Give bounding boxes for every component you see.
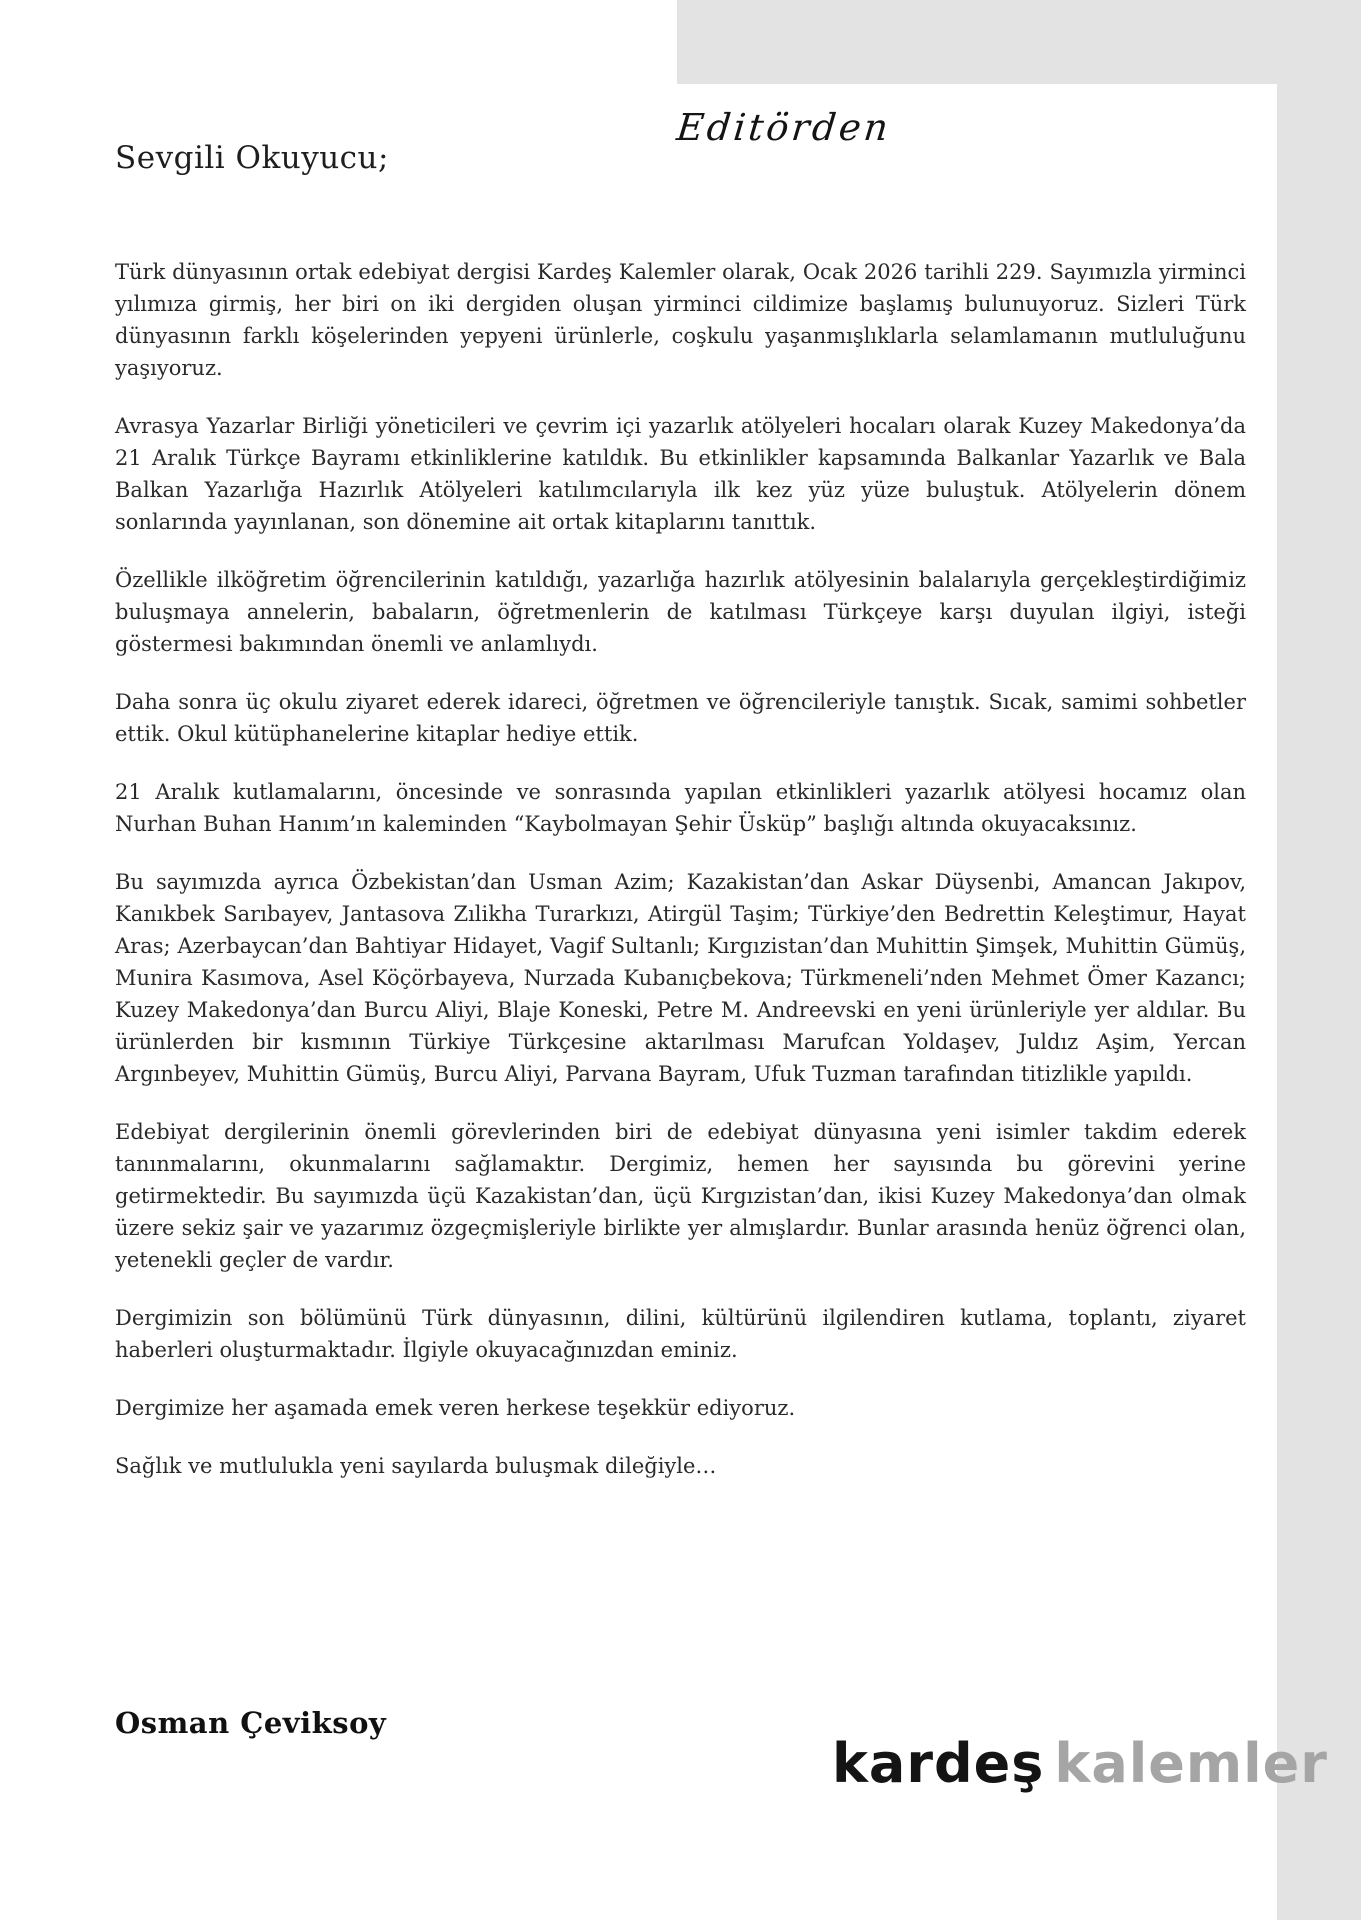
editorial-paragraph: 21 Aralık kutlamalarını, öncesinde ve sonrasında yapılan etkinlikleri yazarlık atölyesi hocamız olan Nurhan Buhan Hanım’ın kaleminden “Kaybolmayan Şehir Üsküp” başlığı altında okuyacaksınız. (115, 780, 1246, 836)
editorial-paragraph: Dergimizin son bölümünü Türk dünyasının, dilini, kültürünü ilgilendiren kutlama, toplantı, ziyaret haberleri oluşturmaktadır. İlgiyle okuyacağınızdan eminiz. (115, 1306, 1246, 1362)
magazine-logo (832, 1732, 1328, 1795)
editorial-paragraph: Daha sonra üç okulu ziyaret ederek idareci, öğretmen ve öğrencileriyle tanıştık. Sıcak, samimi sohbetler ettik. Okul kütüphanelerine kitaplar hediye ettik. (115, 690, 1246, 746)
greeting-line: Sevgili Okuyucu; (115, 140, 389, 176)
editorial-paragraph: Türk dünyasının ortak edebiyat dergisi Kardeş Kalemler olarak, Ocak 2026 tarihli 229. Sayımızla yirminci yılımıza girmiş, her biri on iki dergiden oluşan yirminci cildimize başlamış bulunuyoruz. Sizleri Türk dünyasının farklı köşelerinden yepyeni ürünlerle, coşkulu yaşanmışlıklarla selamlamanın mutluluğunu yaşıyoruz. (115, 260, 1246, 380)
editorial-paragraph: Özellikle ilköğretim öğrencilerinin katıldığı, yazarlığa hazırlık atölyesinin balalarıyla gerçekleştirdiğimiz buluşmaya annelerin, babaların, öğretmenlerin de katılması Türkçeye karşı duyulan ilgiyi, isteği göstermesi bakımından önemli ve anlamlıydı. (115, 568, 1246, 656)
top-gray-banner (677, 0, 1361, 84)
logo-word-kalemler: kalemler (1054, 1732, 1328, 1795)
right-gray-strip (1277, 0, 1361, 1920)
editorial-paragraph: Bu sayımızda ayrıca Özbekistan’dan Usman Azim; Kazakistan’dan Askar Düysenbi, Amancan Jakıpov, Kanıkbek Sarıbayev, Jantasova Zılikha Turarkızı, Atirgül Taşim; Türkiye’den Bedrettin Keleştimur, Hayat Aras; Azerbaycan’dan Bahtiyar Hidayet, Vagif Sultanlı; Kırgızistan’dan Muhittin Şimşek, Muhittin Gümüş, Munira Kasımova, Asel Köçörbayeva, Nurzada Kubanıçbekova; Türkmeneli’nden Mehmet Ömer Kazancı; Kuzey Makedonya’dan Burcu Aliyi, Blaje Koneski, Petre M. Andreevski en yeni ürünleriyle yer aldılar. Bu ürünlerden bir kısmının Türkiye Türkçesine aktarılması Marufcan Yoldaşev, Juldız Aşim, Yercan Argınbeyev, Muhittin Gümüş, Burcu Aliyi, Parvana Bayram, Ufuk Tuzman tarafından titizlikle yapıldı. (115, 870, 1246, 1086)
section-label-editorden: Editörden (674, 106, 894, 149)
editorial-paragraph: Sağlık ve mutlulukla yeni sayılarda buluşmak dileğiyle… (115, 1454, 717, 1478)
editorial-paragraph: Dergimize her aşamada emek veren herkese teşekkür ediyoruz. (115, 1396, 796, 1420)
editor-signature: Osman Çeviksoy (115, 1706, 387, 1740)
logo-word-kardes: kardeş (832, 1732, 1045, 1795)
editorial-body (115, 256, 1246, 1508)
editorial-paragraph: Edebiyat dergilerinin önemli görevlerinden biri de edebiyat dünyasına yeni isimler takdim ederek tanınmalarını, okunmalarını sağlamaktır. Dergimiz, hemen her sayısında bu görevini yerine getirmektedir. Bu sayımızda üçü Kazakistan’dan, üçü Kırgızistan’dan, ikisi Kuzey Makedonya’dan olmak üzere sekiz şair ve yazarımız özgeçmişleriyle birlikte yer almışlardır. Bunlar arasında henüz öğrenci olan, yetenekli geçler de vardır. (115, 1120, 1246, 1272)
editorial-paragraph: Avrasya Yazarlar Birliği yöneticileri ve çevrim içi yazarlık atölyeleri hocaları olarak Kuzey Makedonya’da 21 Aralık Türkçe Bayramı etkinliklerine katıldık. Bu etkinlikler kapsamında Balkanlar Yazarlık ve Bala Balkan Yazarlığa Hazırlık Atölyeleri katılımcılarıyla ilk kez yüz yüze buluştuk. Atölyelerin dönem sonlarında yayınlanan, son dönemine ait ortak kitaplarını tanıttık. (115, 414, 1246, 534)
